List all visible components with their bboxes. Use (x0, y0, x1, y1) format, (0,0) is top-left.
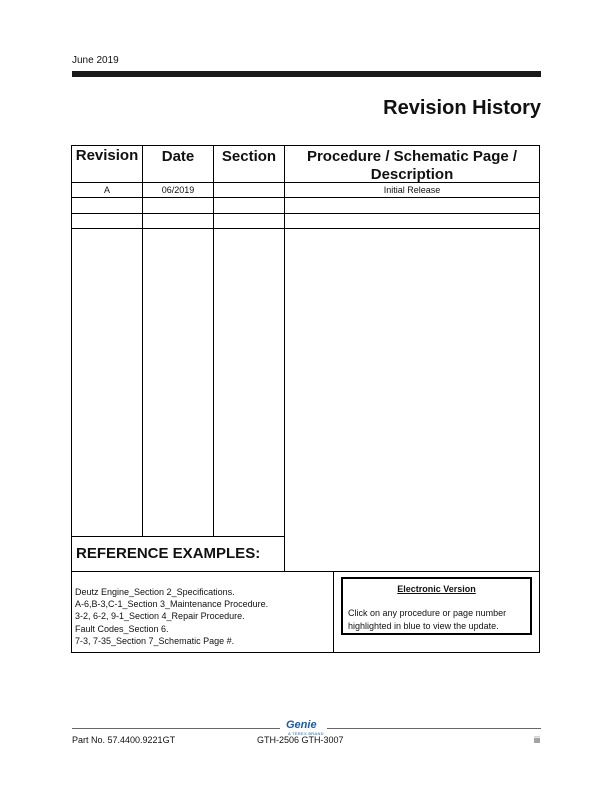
electronic-version-title: Electronic Version (397, 584, 476, 594)
page-title: Revision History (383, 97, 541, 119)
footer-rule (327, 728, 541, 729)
header-revision: Revision (75, 147, 139, 164)
footer-page-number: iii (534, 735, 540, 745)
row-revision: A (103, 185, 110, 195)
row-line (72, 571, 539, 572)
row-line (72, 213, 539, 214)
row-date: 06/2019 (161, 185, 195, 195)
reference-title: REFERENCE EXAMPLES: (76, 545, 261, 562)
footer-rule (72, 728, 280, 729)
row-line (72, 228, 539, 229)
genie-logo: Genie (286, 719, 317, 731)
reference-line: 3-2, 6-2, 9-1_Section 4_Repair Procedure. (75, 611, 245, 622)
header-rule (72, 71, 541, 77)
header-section: Section (221, 148, 277, 165)
genie-logo-subtitle: A TEREX BRAND (288, 731, 324, 736)
reference-line: 7-3, 7-35_Section 7_Schematic Page #. (75, 635, 235, 646)
header-description (285, 148, 539, 184)
reference-line: A-6,B-3,C-1_Section 3_Maintenance Procedure. (75, 599, 269, 610)
reference-line: Fault Codes_Section 6. (75, 623, 169, 634)
header-description-line1: Procedure / Schematic Page / (306, 148, 518, 165)
column-divider (142, 146, 143, 536)
reference-line: Deutz Engine_Section 2_Specifications. (75, 587, 235, 597)
column-divider (284, 146, 285, 572)
row-line (72, 536, 284, 537)
footer-part-number: Part No. 57.4400.9221GT (72, 735, 176, 745)
electronic-version-line: Click on any procedure or page number (348, 608, 507, 618)
row-line (72, 197, 539, 198)
reference-divider (333, 571, 334, 653)
column-divider (213, 146, 214, 536)
electronic-version-line: highlighted in blue to view the update. (348, 620, 499, 631)
document-date: June 2019 (72, 55, 119, 66)
electronic-version-text (348, 607, 530, 632)
reference-list (75, 586, 268, 647)
header-description-line2: Description (370, 166, 454, 183)
row-description: Initial Release (383, 185, 441, 195)
footer-models: GTH-2506 GTH-3007 (257, 735, 344, 745)
header-date: Date (161, 148, 195, 165)
